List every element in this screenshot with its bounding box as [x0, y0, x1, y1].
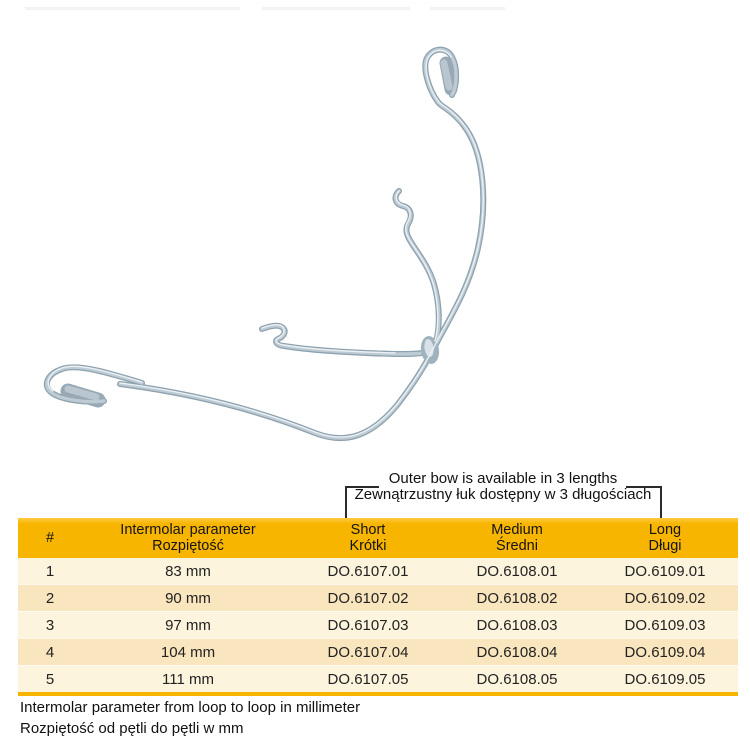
order-no-long: DO.6109.03	[624, 616, 706, 634]
intermolar-parameter: 90 mm	[165, 589, 211, 607]
table-row	[18, 665, 738, 692]
table-row	[18, 611, 738, 638]
order-no-medium: DO.6108.03	[476, 616, 558, 634]
order-no-long: DO.6109.05	[624, 670, 706, 688]
order-no-medium: DO.6108.02	[476, 589, 558, 607]
footnote-line-pl: Rozpiętość od pętli do pętli w mm	[20, 720, 244, 737]
row-number: 4	[45, 643, 55, 661]
order-no-short: DO.6107.01	[327, 562, 409, 580]
table-row	[18, 558, 738, 584]
order-table	[18, 518, 738, 696]
table-row	[18, 638, 738, 665]
row-number: 5	[45, 670, 55, 688]
row-number: 3	[45, 616, 55, 634]
col-header-number: #	[45, 530, 55, 546]
callout-line-pl: Zewnątrzustny łuk dostępny w 3 długościach	[354, 486, 652, 503]
table-row	[18, 584, 738, 611]
footnote-line-en: Intermolar parameter from loop to loop in millimeter	[20, 699, 361, 716]
callout-line-en: Outer bow is available in 3 lengths	[388, 470, 618, 487]
col-header-short: Short Krótki	[349, 522, 387, 554]
order-no-long: DO.6109.02	[624, 589, 706, 607]
col-header-long: Long Długi	[648, 522, 682, 554]
order-no-short: DO.6107.05	[327, 670, 409, 688]
order-no-medium: DO.6108.04	[476, 643, 558, 661]
order-no-long: DO.6109.01	[624, 562, 706, 580]
col-header-parameter: Intermolar parameter Rozpiętość	[120, 522, 256, 554]
row-number: 2	[45, 589, 55, 607]
intermolar-parameter: 111 mm	[162, 670, 214, 688]
order-no-medium: DO.6108.05	[476, 670, 558, 688]
order-no-short: DO.6107.04	[327, 643, 409, 661]
intermolar-parameter: 104 mm	[160, 643, 216, 661]
order-no-medium: DO.6108.01	[476, 562, 558, 580]
row-number: 1	[45, 562, 55, 580]
order-no-short: DO.6107.03	[327, 616, 409, 634]
order-no-short: DO.6107.02	[327, 589, 409, 607]
col-header-medium: Medium Średni	[491, 522, 543, 554]
outer-bow-callout	[340, 471, 666, 503]
intermolar-parameter: 83 mm	[165, 562, 211, 580]
order-no-long: DO.6109.04	[624, 643, 706, 661]
intermolar-parameter: 97 mm	[165, 616, 211, 634]
table-header-row	[18, 518, 738, 558]
table-bottom-border	[18, 692, 738, 696]
footnote	[20, 697, 360, 739]
